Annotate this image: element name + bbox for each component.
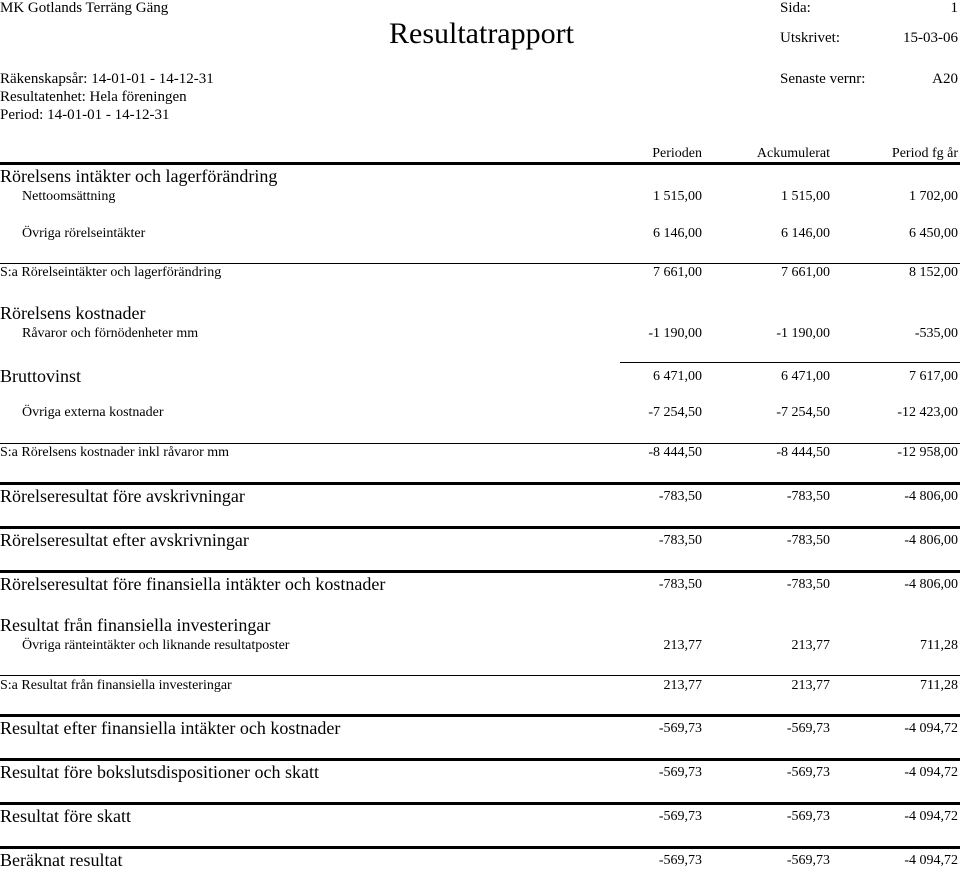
result-label: Resultat före bokslutsdispositioner och skatt	[0, 762, 319, 782]
printed-date: 15-03-06	[903, 30, 958, 46]
row-value-accumulated: -783,50	[786, 533, 830, 548]
row-value-accumulated: 7 661,00	[781, 265, 830, 280]
row-value-period: -569,73	[658, 765, 702, 780]
header-rule	[0, 162, 960, 165]
row-value-period: 213,77	[663, 678, 702, 693]
subtotal-rule	[0, 263, 960, 264]
subtotal-label: S:a Rörelseintäkter och lagerförändring	[0, 265, 222, 280]
row-value-period: 1 515,00	[653, 189, 702, 204]
report-title: Resultatrapport	[389, 17, 574, 50]
page-label: Sida:	[780, 0, 811, 16]
last-voucher-label: Senaste vernr:	[780, 71, 866, 87]
row-value-previous-year: 7 617,00	[909, 369, 958, 384]
result-label: Bruttovinst	[0, 366, 82, 386]
row-label: Övriga rörelseintäkter	[22, 226, 146, 241]
row-value-previous-year: -4 094,72	[904, 765, 958, 780]
result-rule	[0, 570, 960, 573]
last-voucher-number: A20	[932, 71, 958, 87]
result-label: Beräknat resultat	[0, 850, 123, 870]
row-value-period: -1 190,00	[648, 326, 702, 341]
section-heading: Resultat från finansiella investeringar	[0, 615, 271, 635]
row-value-accumulated: 213,77	[791, 638, 830, 653]
row-value-previous-year: -4 094,72	[904, 721, 958, 736]
result-label: Rörelseresultat före finansiella intäkter och kostnader	[0, 574, 386, 594]
result-rule	[0, 846, 960, 849]
subtotal-rule	[620, 362, 960, 363]
row-value-accumulated: -7 254,50	[776, 405, 830, 420]
row-value-previous-year: 6 450,00	[909, 226, 958, 241]
result-label: Resultat före skatt	[0, 806, 131, 826]
row-value-accumulated: -569,73	[786, 809, 830, 824]
row-value-accumulated: 6 471,00	[781, 369, 830, 384]
result-label: Rörelseresultat efter avskrivningar	[0, 530, 249, 550]
row-value-period: 7 661,00	[653, 265, 702, 280]
row-value-period: 6 146,00	[653, 226, 702, 241]
section-heading: Rörelsens intäkter och lagerförändring	[0, 166, 278, 186]
subtotal-label: S:a Resultat från finansiella investeringar	[0, 678, 232, 693]
row-value-previous-year: -12 958,00	[897, 445, 958, 460]
result-rule	[0, 714, 960, 717]
row-value-previous-year: -4 094,72	[904, 809, 958, 824]
row-label: Övriga externa kostnader	[22, 405, 164, 420]
row-value-accumulated: -783,50	[786, 489, 830, 504]
row-value-previous-year: -12 423,00	[897, 405, 958, 420]
row-label: Nettoomsättning	[22, 189, 116, 204]
row-value-period: -783,50	[658, 533, 702, 548]
subtotal-rule	[0, 675, 960, 676]
row-value-period: -783,50	[658, 577, 702, 592]
row-value-previous-year: 711,28	[920, 638, 958, 653]
result-rule	[0, 482, 960, 485]
row-value-previous-year: -4 094,72	[904, 853, 958, 868]
row-value-accumulated: -569,73	[786, 853, 830, 868]
subtotal-rule	[0, 443, 960, 444]
row-label: Övriga ränteintäkter och liknande resultatposter	[22, 638, 290, 653]
row-value-accumulated: 6 146,00	[781, 226, 830, 241]
row-value-accumulated: -569,73	[786, 721, 830, 736]
row-value-previous-year: -535,00	[914, 326, 958, 341]
row-value-period: -783,50	[658, 489, 702, 504]
result-label: Resultat efter finansiella intäkter och kostnader	[0, 718, 341, 738]
row-value-period: -569,73	[658, 721, 702, 736]
result-unit: Resultatenhet: Hela föreningen	[0, 89, 187, 105]
result-rule	[0, 802, 960, 805]
row-value-previous-year: -4 806,00	[904, 489, 958, 504]
col-header-period-fg-ar: Period fg år	[891, 146, 958, 161]
result-rule	[0, 526, 960, 529]
row-value-accumulated: 213,77	[791, 678, 830, 693]
row-value-accumulated: 1 515,00	[781, 189, 830, 204]
row-value-period: -569,73	[658, 853, 702, 868]
row-value-period: 6 471,00	[653, 369, 702, 384]
period: Period: 14-01-01 - 14-12-31	[0, 107, 170, 123]
row-value-previous-year: 711,28	[920, 678, 958, 693]
subtotal-label: S:a Rörelsens kostnader inkl råvaror mm	[0, 445, 230, 460]
row-value-accumulated: -1 190,00	[776, 326, 830, 341]
result-rule	[0, 758, 960, 761]
row-value-accumulated: -783,50	[786, 577, 830, 592]
row-value-previous-year: 1 702,00	[909, 189, 958, 204]
row-value-previous-year: 8 152,00	[909, 265, 958, 280]
col-header-ackumulerat: Ackumulerat	[756, 146, 830, 161]
fiscal-year: Räkenskapsår: 14-01-01 - 14-12-31	[0, 71, 214, 87]
organization-name: MK Gotlands Terräng Gäng	[0, 0, 169, 16]
col-header-perioden: Perioden	[652, 146, 702, 161]
row-value-previous-year: -4 806,00	[904, 533, 958, 548]
row-label: Råvaror och förnödenheter mm	[22, 326, 199, 341]
row-value-period: -569,73	[658, 809, 702, 824]
printed-label: Utskrivet:	[780, 30, 840, 46]
row-value-accumulated: -8 444,50	[776, 445, 830, 460]
page-number: 1	[950, 0, 958, 16]
row-value-period: -7 254,50	[648, 405, 702, 420]
row-value-period: 213,77	[663, 638, 702, 653]
row-value-period: -8 444,50	[648, 445, 702, 460]
result-label: Rörelseresultat före avskrivningar	[0, 486, 245, 506]
section-heading: Rörelsens kostnader	[0, 303, 146, 323]
row-value-accumulated: -569,73	[786, 765, 830, 780]
row-value-previous-year: -4 806,00	[904, 577, 958, 592]
